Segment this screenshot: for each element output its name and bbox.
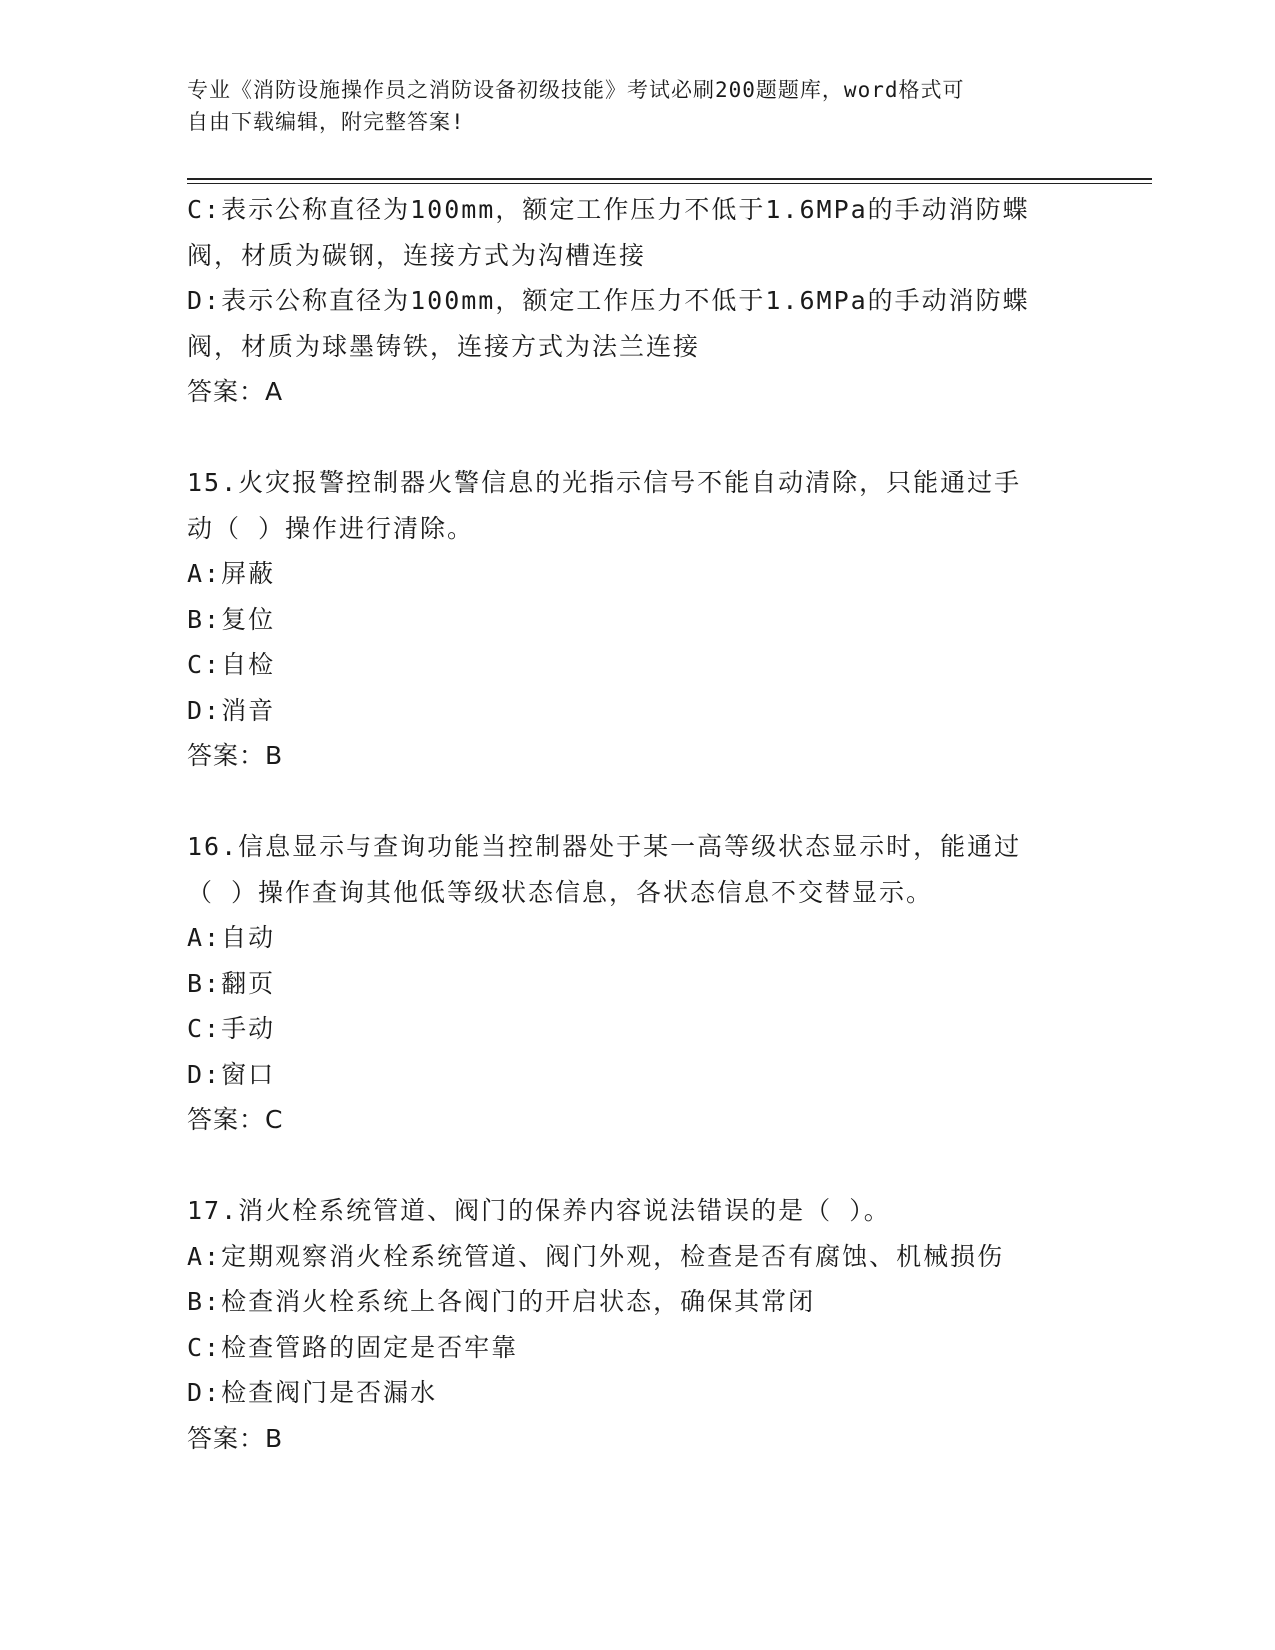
answer-line: 答案：B <box>187 1423 284 1453</box>
question-stem-line-1: 17.消火栓系统管道、阀门的保养内容说法错误的是（ ）。 <box>187 1196 891 1225</box>
header-divider-thick <box>187 178 1152 180</box>
option-c-line-1: C:表示公称直径为100mm，额定工作压力不低于1.6MPa的手动消防蝶 <box>187 195 1030 224</box>
question-stem-line-1: 16.信息显示与查询功能当控制器处于某一高等级状态显示时，能通过 <box>187 832 1022 861</box>
option-a: A:定期观察消火栓系统管道、阀门外观，检查是否有腐蚀、机械损伤 <box>187 1241 1005 1271</box>
option-b: B:检查消火栓系统上各阀门的开启状态，确保其常闭 <box>187 1287 816 1316</box>
option-d: D:窗口 <box>187 1059 276 1089</box>
question-list <box>187 187 1087 1461</box>
document-header <box>187 74 1067 138</box>
question-stem-line-2: 动（ ）操作进行清除。 <box>187 513 475 543</box>
question-17 <box>187 1188 1087 1461</box>
option-c: C:自检 <box>187 650 276 679</box>
option-d: D:消音 <box>187 695 276 725</box>
option-c: C:手动 <box>187 1014 276 1043</box>
option-b: B:翻页 <box>187 968 276 998</box>
header-divider-thin <box>187 183 1152 184</box>
option-c-line-2: 阀，材质为碳钢，连接方式为沟槽连接 <box>187 240 647 270</box>
answer-line: 答案：A <box>187 377 284 406</box>
question-15 <box>187 460 1087 779</box>
header-line-2: 自由下载编辑，附完整答案! <box>187 110 465 134</box>
option-d: D:检查阀门是否漏水 <box>187 1378 438 1407</box>
option-a: A:自动 <box>187 923 276 952</box>
question-14-continuation <box>187 187 1087 415</box>
spacer <box>187 415 1087 461</box>
option-d-line-2: 阀，材质为球墨铸铁，连接方式为法兰连接 <box>187 331 701 361</box>
question-16 <box>187 824 1087 1143</box>
header-line-1: 专业《消防设施操作员之消防设备初级技能》考试必刷200题题库，word格式可 <box>187 78 965 102</box>
option-b: B:复位 <box>187 604 276 634</box>
question-stem-line-1: 15.火灾报警控制器火警信息的光指示信号不能自动清除，只能通过手 <box>187 468 1022 497</box>
answer-line: 答案：C <box>187 1105 284 1134</box>
spacer <box>187 779 1087 825</box>
option-d-line-1: D:表示公称直径为100mm，额定工作压力不低于1.6MPa的手动消防蝶 <box>187 286 1030 315</box>
question-stem-line-2: （ ）操作查询其他低等级状态信息，各状态信息不交替显示。 <box>187 877 934 907</box>
spacer <box>187 1143 1087 1189</box>
answer-line: 答案：B <box>187 741 284 770</box>
option-a: A:屏蔽 <box>187 559 276 588</box>
option-c: C:检查管路的固定是否牢靠 <box>187 1332 519 1362</box>
